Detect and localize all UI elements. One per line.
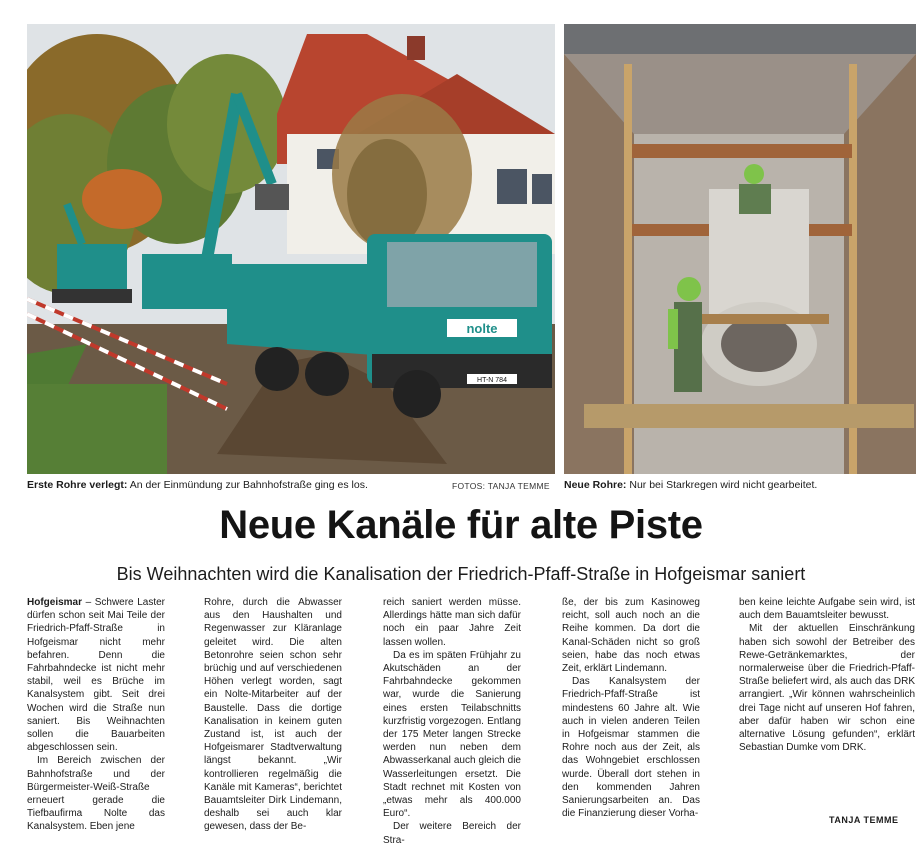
paragraph: Im Bereich zwischen der Bahnhofstraße und der Bürgermeister-Weiß-Straße erneuert gerade die Tiefbaufirma Nolte das Kanalsystem. Eben jene — [27, 755, 165, 833]
paragraph: Der weitere Bereich der Stra- — [383, 821, 521, 846]
paragraph: ben keine leichte Aufgabe sein wird, ist auch dem Bauamtsleiter bewusst. — [739, 597, 915, 622]
caption-right-text: Nur bei Starkregen wird nicht gearbeitet. — [626, 479, 818, 491]
paragraph: Rohre, durch die Abwasser aus den Haushalten und Regenwasser zur Kläranlage geleitet wird. Die alten Betonrohre seien schon sehr brüchig und auf verschiedenen Höhen verlegt worden, sagt ein Nolte-Mitarbeiter auf der Baustelle. Dass die dortige Kanalisation in keinem guten Zustand ist, ist auch der Hofgeismarer Stadtverwaltung längst bekannt. „Wir kontrollieren regelmäßig die Kanäle mit Kameras“, berichtet Bauamtsleiter Dirk Lindemann, deshalb sei auch klar gewesen, dass der Be- — [204, 597, 342, 833]
article-column-5 — [739, 596, 915, 754]
caption-left-bold: Erste Rohre verlegt: — [27, 479, 128, 491]
paragraph — [27, 596, 165, 754]
photo-caption-right — [564, 479, 817, 492]
article-headline: Neue Kanäle für alte Piste — [219, 503, 703, 547]
article-subheadline: Bis Weihnachten wird die Kanalisation der Friedrich-Pfaff-Straße in Hofgeismar saniert — [116, 564, 806, 584]
paragraph-text: – Schwere Laster dürfen schon seit Mai Teile der Friedrich-Pfaff-Straße in Hofgeismar nicht mehr befahren. Denn die Fahrbahndecke ist nicht mehr stabil, weil es Brüche im Kanalsystem gibt. Seit drei Wochen wird die Straße nun saniert. Bis Weihnachten sollen die Bauarbeiten abgeschlossen sein. — [27, 597, 165, 754]
truck-brand-text: nolte — [466, 321, 498, 336]
article-column-1 — [27, 596, 165, 834]
caption-left-text: An der Einmündung zur Bahnhofstraße ging es los. — [127, 479, 368, 491]
article-author: TANJA TEMME — [829, 815, 899, 825]
caption-right-bold: Neue Rohre: — [564, 479, 627, 491]
paragraph: Mit der aktuellen Einschränkung haben sich sowohl der Betreiber des Rewe-Getränkemarktes, der normalerweise über die Friedrich-Pfaff-Straße beliefert wird, als auch das DRK arrangiert. „Wir können wahrscheinlich drei Tage nicht auf unseren Hof fahren, aber dafür haben wir schon eine alternative Lösung gefunden“, erklärt Sebastian Dumke vom DRK. — [739, 623, 915, 754]
paragraph: Da es im späten Frühjahr zu Akutschäden an der Fahrbahndecke gekommen war, wurde die Sanierung eines ersten Teilabschnitts kurzfristig vorgezogen. Entlang der 175 Meter langen Strecke werden nun neben dem Abwasserkanal auch gleich die Wasserleitungen ersetzt. Die Stadt rechnet mit Kosten von „etwas mehr als 400.000 Euro“. — [383, 649, 521, 820]
paragraph: reich saniert werden müsse. Allerdings hätte man sich dafür noch ein paar Jahre Zeit lassen wollen. — [383, 597, 521, 648]
truck-plate-text: HT-N 784 — [477, 377, 507, 384]
photo-credit: FOTOS: TANJA TEMME — [452, 481, 550, 491]
article-column-2 — [204, 596, 342, 834]
article-column-3 — [383, 596, 521, 847]
dateline: Hofgeismar — [27, 597, 83, 608]
article-column-4 — [562, 596, 700, 820]
pipe-trench-photo — [564, 24, 916, 474]
paragraph: Das Kanalsystem der Friedrich-Pfaff-Straße ist mindestens 60 Jahre alt. Wie auch in vielen anderen Teilen in Hofgeismar stammen die Rohre noch aus der Zeit, als das Wohngebiet erschlossen wurde. Überall dort stehen in den kommenden Jahren Sanierungsarbeiten an. Das die Finanzierung dieser Vorha- — [562, 676, 700, 820]
construction-photo — [27, 24, 555, 474]
paragraph: ße, der bis zum Kasinoweg reicht, soll auch noch an die Reihe kommen. Da dort die Kanal-Schäden nicht so groß seien, habe das noch etwas Zeit, erklärt Lindemann. — [562, 597, 700, 675]
photo-caption-left — [27, 479, 368, 492]
